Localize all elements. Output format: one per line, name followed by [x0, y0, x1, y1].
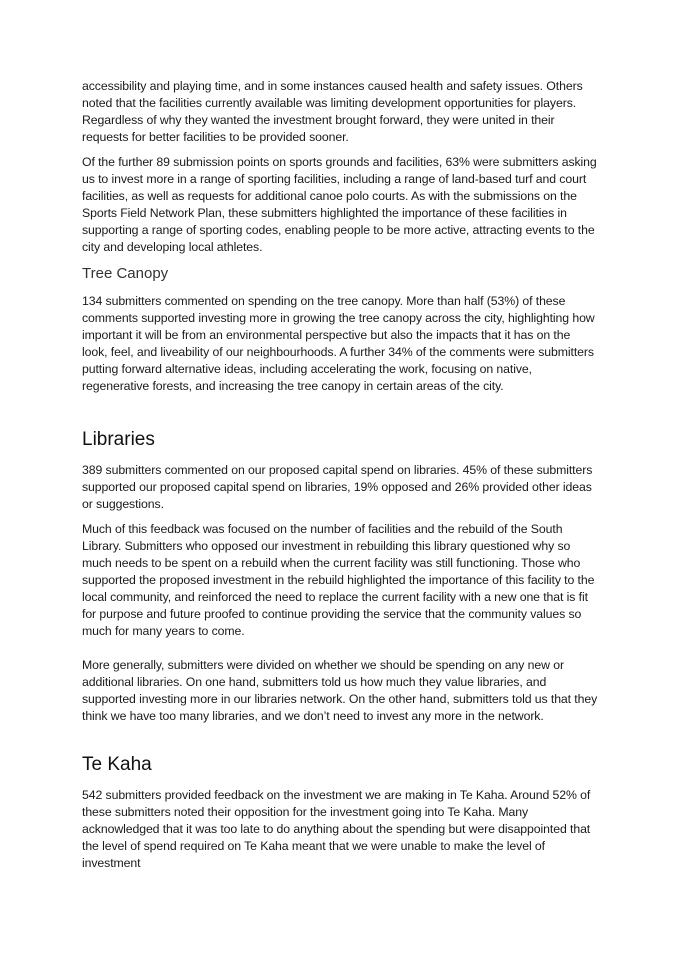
libraries-heading: Libraries	[82, 429, 155, 450]
section-spacer	[82, 403, 598, 428]
intro-paragraph-1: accessibility and playing time, and in some instances caused health and safety issues. Others noted that the facilities currently available was limiting development opportunities for players. Regardless of why they wanted the investment brought forward, they were united in their requests for better facilities to be provided sooner.	[82, 79, 583, 144]
intro-paragraph-2: Of the further 89 submission points on sports grounds and facilities, 63% were submitters asking us to invest more in a range of sporting facilities, including a range of land-based turf and court facilities, as well as requests for additional canoe polo courts. As with the submissions on the Sports Field Network Plan, these submitters highlighted the importance of these facilities in supporting a range of sporting codes, enabling people to be more active, attracting events to the city and developing local athletes.	[82, 155, 597, 254]
section-spacer	[82, 733, 598, 753]
document-page	[82, 78, 598, 880]
tree-canopy-paragraph: 134 submitters commented on spending on the tree canopy. More than half (53%) of these comments supported investing more in growing the tree canopy across the city, highlighting how important it will be from an environmental perspective but also the impacts that it has on the look, feel, and liveability of our neighbourhoods. A further 34% of the comments were submitters putting forward alternative ideas, including accelerating the work, focusing on native, regenerative forests, and increasing the tree canopy in certain areas of the city.	[82, 294, 595, 393]
libraries-paragraph-1: 389 submitters commented on our proposed capital spend on libraries. 45% of these submitters supported our proposed capital spend on libraries, 19% opposed and 26% provided other ideas or suggestions.	[82, 463, 593, 511]
paragraph-spacer	[82, 640, 598, 657]
tree-canopy-heading: Tree Canopy	[82, 265, 169, 282]
te-kaha-paragraph: 542 submitters provided feedback on the investment we are making in Te Kaha. Around 52% of these submitters noted their opposition for the investment going into Te Kaha. Many acknowledged that it was too late to do anything about the spending but were disappointed that the level of spend required on Te Kaha meant that we were unable to make the level of investment	[82, 788, 591, 870]
libraries-paragraph-3: More generally, submitters were divided on whether we should be spending on any new or additional libraries. On one hand, submitters told us how much they value libraries, and supported investing more in our libraries network. On the other hand, submitters told us that they think we have too many libraries, and we don’t need to invest any more in the network.	[82, 658, 598, 723]
te-kaha-heading: Te Kaha	[82, 754, 152, 775]
libraries-paragraph-2: Much of this feedback was focused on the number of facilities and the rebuild of the South Library. Submitters who opposed our investment in rebuilding this library questioned why so much needs to be spent on a rebuild when the current facility was still functioning. Those who supported the proposed investment in the rebuild highlighted the importance of this facility to the local community, and reinforced the need to replace the current facility with a new one that is fit for purpose and future proofed to continue providing the service that the community values so much for many years to come.	[82, 522, 595, 638]
